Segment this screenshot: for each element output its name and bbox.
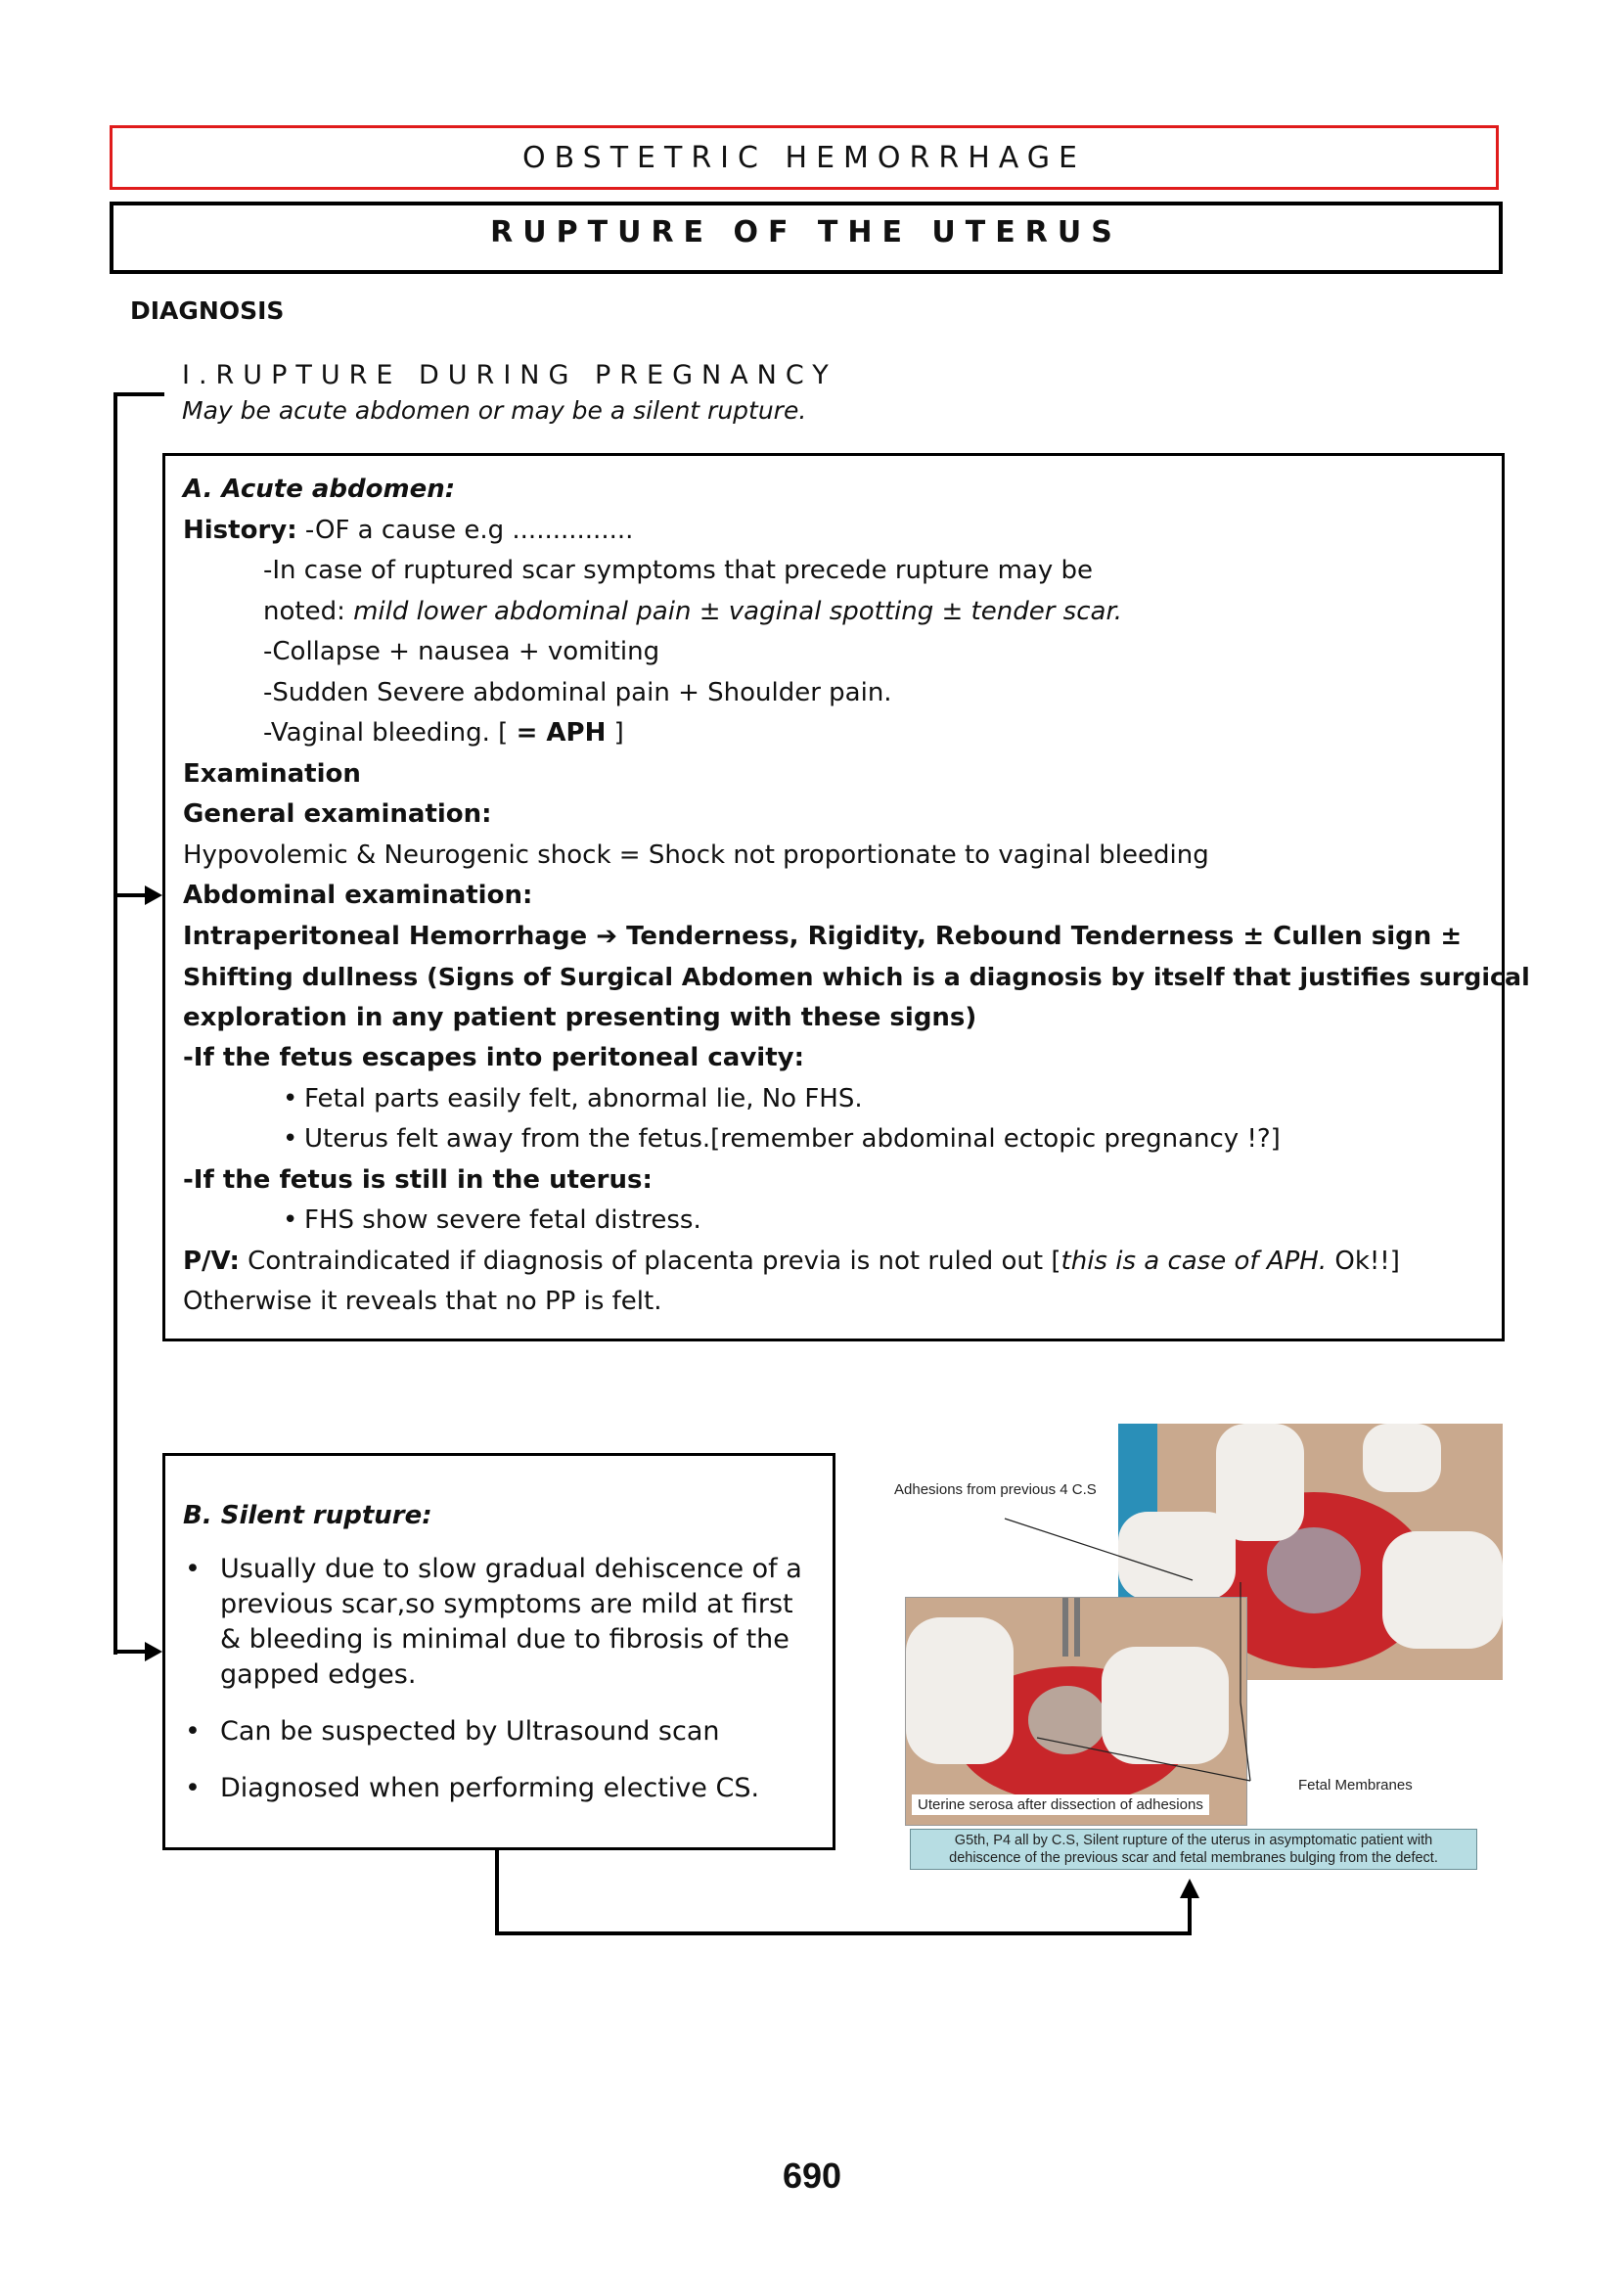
history-item: -Collapse + nausea + vomiting — [263, 637, 660, 666]
pv-italic: this is a case of APH. — [1060, 1246, 1328, 1276]
list-item-text: Fetal parts easily felt, abnormal lie, No FHS. — [304, 1083, 863, 1113]
aph-close: ] — [606, 718, 624, 748]
abdominal-line1b: Tenderness, Rigidity, Rebound Tenderness ± Cullen sign ± — [617, 921, 1463, 951]
pv-text: Contraindicated if diagnosis of placenta previa is not ruled out [ — [239, 1246, 1061, 1276]
arrow-right-icon: ➔ — [596, 921, 618, 951]
abdominal-line1a: Intraperitoneal Hemorrhage — [183, 921, 597, 951]
general-exam-label: General examination: — [183, 799, 492, 829]
list-item-text: FHS show severe fetal distress. — [304, 1205, 701, 1235]
page-number: 690 — [782, 2156, 842, 2196]
serosa-label: Uterine serosa after dissection of adhesions — [912, 1794, 1209, 1815]
history-label: History: — [183, 515, 297, 545]
pv-end: Ok!!] — [1327, 1246, 1400, 1276]
section-label-diagnosis: DIAGNOSIS — [130, 296, 285, 325]
history-item: -In case of ruptured scar symptoms that precede rupture may be — [263, 556, 1093, 585]
list-item: • Can be suspected by Ultrasound scan — [183, 1714, 813, 1749]
pv-line2: Otherwise it reveals that no PP is felt. — [183, 1287, 662, 1316]
caption-line: G5th, P4 all by C.S, Silent rupture of the uterus in asymptomatic patient with — [954, 1833, 1433, 1848]
abdominal-exam-line: exploration in any patient presenting with these signs) — [183, 1002, 977, 1032]
section-heading: I.RUPTURE DURING PREGNANCY — [182, 360, 837, 390]
history-noted-prefix: noted: — [263, 596, 354, 626]
history-noted-italic: mild lower abdominal pain ± vaginal spotting ± tender scar. — [353, 596, 1123, 626]
caption-line: dehiscence of the previous scar and fetal membranes bulging from the defect. — [949, 1850, 1438, 1866]
history-item: -Sudden Severe abdominal pain + Shoulder pain. — [263, 677, 892, 707]
section-subtitle: May be acute abdomen or may be a silent rupture. — [182, 396, 807, 425]
examination-heading: Examination — [183, 758, 361, 789]
list-item-text: Uterus felt away from the fetus.[remember abdominal ectopic pregnancy !?] — [304, 1124, 1281, 1154]
abdominal-exam-label: Abdominal examination: — [183, 881, 533, 910]
abdominal-exam-line: Shifting dullness (Signs of Surgical Abdomen which is a diagnosis by itself that justifies surgical — [183, 963, 1530, 991]
fetus-in-uterus-label: -If the fetus is still in the uterus: — [183, 1164, 653, 1195]
aph-bold: = APH — [516, 718, 607, 748]
list-item: • Diagnosed when performing elective CS. — [183, 1771, 813, 1806]
list-item: • Usually due to slow gradual dehiscence of a previous scar,so symptoms are mild at first & bleeding is minimal due to fibrosis of the gapped edges. — [183, 1552, 813, 1693]
adhesions-label: Adhesions from previous 4 C.S — [894, 1481, 1097, 1498]
fetal-membranes-label: Fetal Membranes — [1298, 1777, 1413, 1793]
history-first: -OF a cause e.g ............... — [296, 515, 634, 545]
chapter-title: OBSTETRIC HEMORRHAGE — [522, 140, 1086, 175]
figure-caption — [910, 1829, 1477, 1870]
silent-rupture-title: B. Silent rupture: — [183, 1501, 432, 1530]
acute-abdomen-title: A. Acute abdomen: — [183, 475, 456, 504]
pv-label: P/V: — [183, 1246, 240, 1276]
vaginal-bleeding-text: -Vaginal bleeding. [ — [263, 718, 517, 748]
fetus-escapes-label: -If the fetus escapes into peritoneal cavity: — [183, 1043, 804, 1072]
topic-title: RUPTURE OF THE UTERUS — [490, 215, 1122, 250]
general-exam-text: Hypovolemic & Neurogenic shock = Shock not proportionate to vaginal bleeding — [183, 840, 1209, 870]
